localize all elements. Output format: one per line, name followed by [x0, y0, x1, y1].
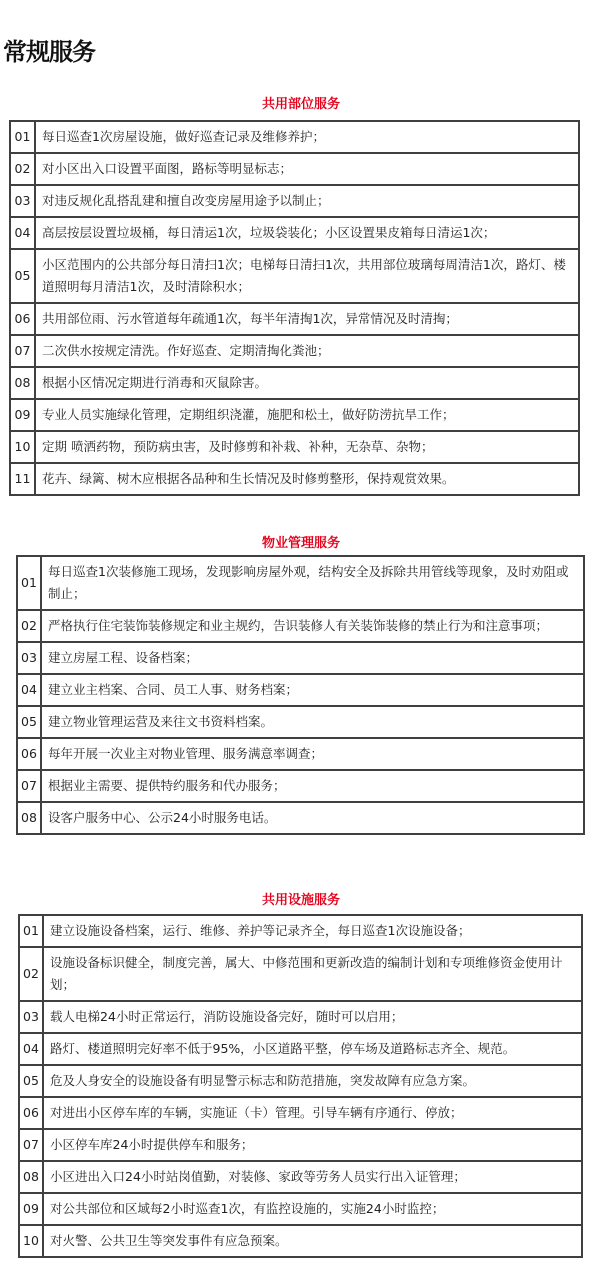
row-text: 对火警、公共卫生等突发事件有应急预案。: [43, 1225, 582, 1257]
row-number: 08: [10, 367, 35, 399]
row-text: 对小区出入口设置平面图，路标等明显标志；: [35, 153, 579, 185]
table-row: [10, 463, 579, 495]
row-number: 03: [10, 185, 35, 217]
row-number: 01: [17, 556, 41, 610]
table-row: [10, 185, 579, 217]
page-title: 常规服务: [3, 38, 95, 66]
row-number: 11: [10, 463, 35, 495]
table-row: [17, 802, 584, 834]
row-number: 06: [17, 738, 41, 770]
row-text: 对违反规化乱搭乱建和擅自改变房屋用途予以制止；: [35, 185, 579, 217]
row-number: 01: [19, 915, 43, 947]
row-text: 建立房屋工程、设备档案；: [41, 642, 584, 674]
row-text: 建立业主档案、合同、员工人事、财务档案；: [41, 674, 584, 706]
table-row: [19, 1161, 582, 1193]
table-row: [19, 1225, 582, 1257]
table-row: [10, 153, 579, 185]
table-row: [19, 1097, 582, 1129]
table-row: [19, 1001, 582, 1033]
property-management-service-table: [16, 555, 585, 835]
table-row: [10, 335, 579, 367]
row-number: 08: [17, 802, 41, 834]
table-row: [10, 399, 579, 431]
table-row: [17, 556, 584, 610]
table-row: [19, 1033, 582, 1065]
row-text: 路灯、楼道照明完好率不低于95%，小区道路平整，停车场及道路标志齐全、规范。: [43, 1033, 582, 1065]
row-text: 每年开展一次业主对物业管理、服务满意率调查；: [41, 738, 584, 770]
row-text: 小区停车库24小时提供停车和服务；: [43, 1129, 582, 1161]
row-text: 根据小区情况定期进行消毒和灭鼠除害。: [35, 367, 579, 399]
table-row: [10, 217, 579, 249]
row-number: 03: [19, 1001, 43, 1033]
row-text: 建立物业管理运营及来往文书资料档案。: [41, 706, 584, 738]
row-text: 二次供水按规定清洗。作好巡查、定期清掏化粪池；: [35, 335, 579, 367]
row-number: 07: [19, 1129, 43, 1161]
row-number: 09: [19, 1193, 43, 1225]
row-text: 建立设施设备档案，运行、维修、养护等记录齐全，每日巡查1次设施设备；: [43, 915, 582, 947]
row-text: 共用部位雨、污水管道每年疏通1次，每半年清掏1次，异常情况及时清掏；: [35, 303, 579, 335]
row-number: 08: [19, 1161, 43, 1193]
section-title-shared-facilities: 共用设施服务: [261, 893, 340, 908]
row-number: 04: [17, 674, 41, 706]
row-text: 花卉、绿篱、树木应根据各品种和生长情况及时修剪整形，保持观赏效果。: [35, 463, 579, 495]
row-text: 危及人身安全的设施设备有明显警示标志和防范措施，突发故障有应急方案。: [43, 1065, 582, 1097]
row-text: 载人电梯24小时正常运行，消防设施设备完好，随时可以启用；: [43, 1001, 582, 1033]
table-row: [19, 947, 582, 1001]
table-row: [17, 738, 584, 770]
row-number: 04: [10, 217, 35, 249]
row-number: 05: [10, 249, 35, 303]
row-number: 10: [10, 431, 35, 463]
row-number: 06: [19, 1097, 43, 1129]
row-number: 09: [10, 399, 35, 431]
row-text: 对公共部位和区域每2小时巡查1次，有监控设施的，实施24小时监控；: [43, 1193, 582, 1225]
row-number: 05: [19, 1065, 43, 1097]
shared-areas-service-table: [9, 120, 580, 496]
row-number: 04: [19, 1033, 43, 1065]
row-text: 根据业主需要、提供特约服务和代办服务；: [41, 770, 584, 802]
row-text: 每日巡查1次房屋设施，做好巡查记录及维修养护；: [35, 121, 579, 153]
section-title-property-management: 物业管理服务: [261, 536, 340, 551]
row-number: 06: [10, 303, 35, 335]
row-text: 专业人员实施绿化管理，定期组织浇灌，施肥和松土，做好防涝抗旱工作；: [35, 399, 579, 431]
table-row: [10, 303, 579, 335]
row-text: 定期 喷洒药物，预防病虫害，及时修剪和补栽、补种，无杂草、杂物；: [35, 431, 579, 463]
table-row: [17, 706, 584, 738]
shared-facilities-service-table: [18, 914, 583, 1258]
row-number: 02: [17, 610, 41, 642]
table-row: [17, 674, 584, 706]
row-number: 10: [19, 1225, 43, 1257]
row-number: 02: [19, 947, 43, 1001]
table-row: [10, 121, 579, 153]
section-title-shared-areas: 共用部位服务: [261, 97, 340, 112]
table-row: [19, 915, 582, 947]
row-text: 小区进出入口24小时站岗值勤，对装修、家政等劳务人员实行出入证管理；: [43, 1161, 582, 1193]
table-row: [17, 770, 584, 802]
table-row: [19, 1129, 582, 1161]
row-number: 07: [10, 335, 35, 367]
table-row: [10, 249, 579, 303]
row-text: 严格执行住宅装饰装修规定和业主规约，告识装修人有关装饰装修的禁止行为和注意事项；: [41, 610, 584, 642]
table-row: [17, 642, 584, 674]
table-row: [17, 610, 584, 642]
table-row: [19, 1193, 582, 1225]
row-number: 01: [10, 121, 35, 153]
row-number: 03: [17, 642, 41, 674]
row-text: 高层按层设置垃圾桶，每日清运1次，垃圾袋装化；小区设置果皮箱每日清运1次；: [35, 217, 579, 249]
row-text: 设客户服务中心、公示24小时服务电话。: [41, 802, 584, 834]
row-text: 对进出小区停车库的车辆，实施证（卡）管理。引导车辆有序通行、停放；: [43, 1097, 582, 1129]
row-text: 每日巡查1次装修施工现场，发现影响房屋外观，结构安全及拆除共用管线等现象，及时劝阻或制止；: [41, 556, 584, 610]
row-number: 05: [17, 706, 41, 738]
table-row: [19, 1065, 582, 1097]
row-text: 小区范围内的公共部分每日清扫1次；电梯每日清扫1次，共用部位玻璃每周清洁1次，路灯、楼道照明每月清洁1次，及时清除积水；: [35, 249, 579, 303]
row-text: 设施设备标识健全，制度完善，属大、中修范围和更新改造的编制计划和专项维修资金使用计划；: [43, 947, 582, 1001]
table-row: [10, 367, 579, 399]
row-number: 02: [10, 153, 35, 185]
row-number: 07: [17, 770, 41, 802]
table-row: [10, 431, 579, 463]
